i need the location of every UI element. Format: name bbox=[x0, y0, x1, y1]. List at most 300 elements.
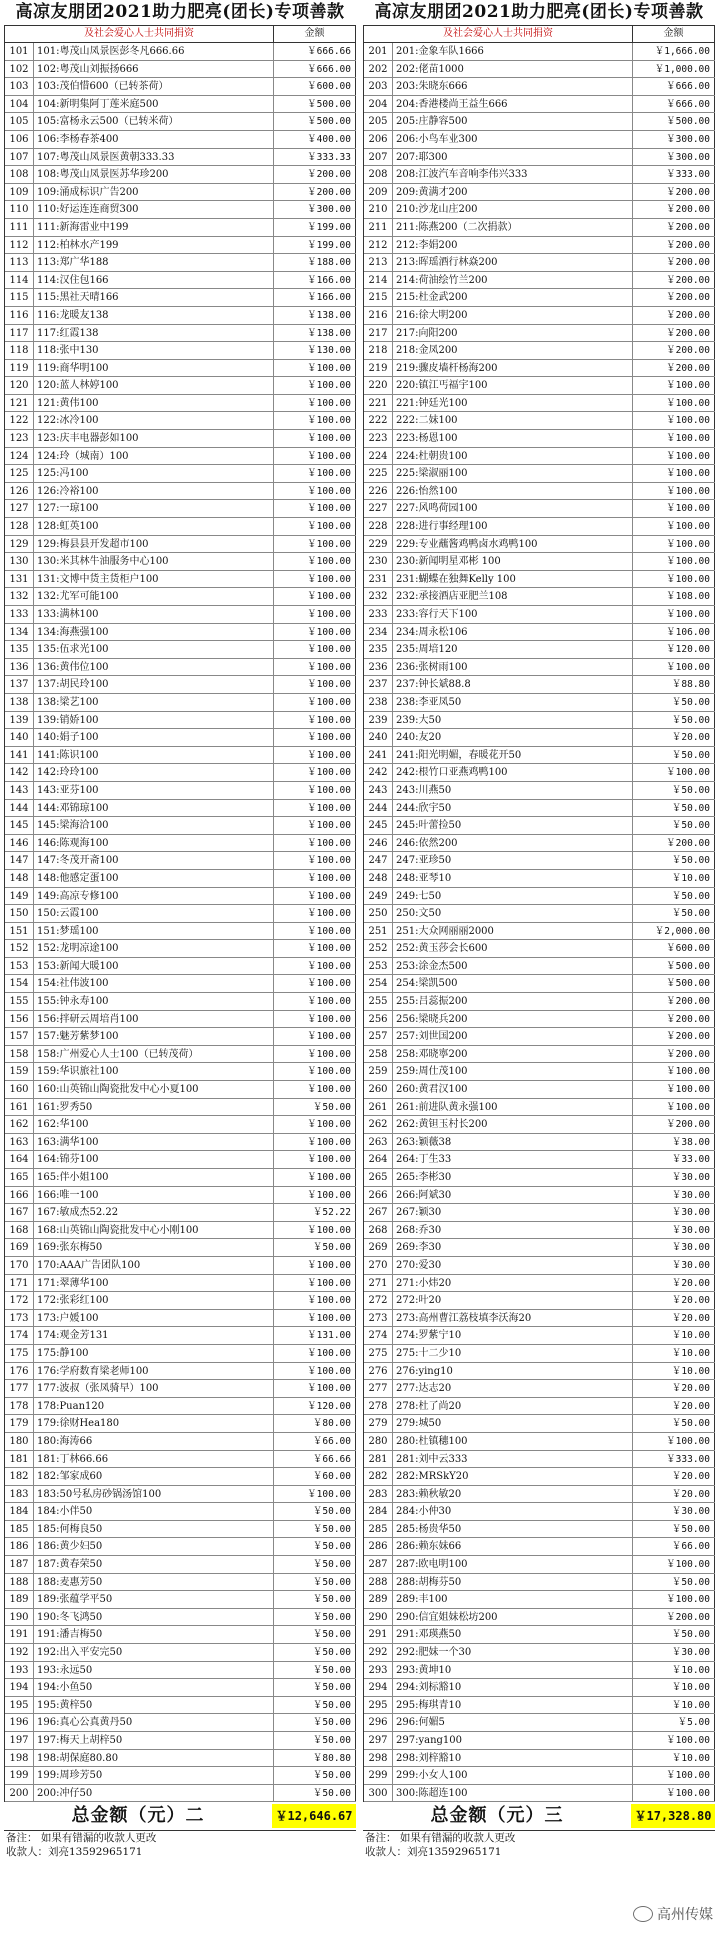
table-row bbox=[364, 307, 715, 325]
table-row bbox=[364, 1433, 715, 1451]
table-row bbox=[364, 1626, 715, 1644]
row-number: 161 bbox=[5, 1099, 34, 1116]
table-row bbox=[364, 184, 715, 202]
donor-name: 235:周培120 bbox=[393, 641, 633, 658]
donor-name: 249:七50 bbox=[393, 888, 633, 905]
table-row bbox=[5, 606, 356, 624]
table-row bbox=[364, 1415, 715, 1433]
row-number: 135 bbox=[5, 641, 34, 658]
row-number: 183 bbox=[5, 1486, 34, 1503]
donor-name: 283:赖秋敏20 bbox=[393, 1486, 633, 1503]
row-number: 133 bbox=[5, 606, 34, 623]
donation-amount: ￥100.00 bbox=[274, 764, 356, 781]
table-row bbox=[364, 1538, 715, 1556]
donation-amount: ￥100.00 bbox=[633, 500, 715, 517]
table-row bbox=[364, 360, 715, 378]
donor-name: 262:黄钽玉村长200 bbox=[393, 1116, 633, 1133]
table-row bbox=[5, 1750, 356, 1768]
table-row bbox=[364, 131, 715, 149]
donor-name: 294:刘标豁10 bbox=[393, 1679, 633, 1696]
donor-name: 153:新闻大暖100 bbox=[34, 958, 274, 975]
donation-amount: ￥100.00 bbox=[274, 536, 356, 553]
row-number: 121 bbox=[5, 395, 34, 412]
table-row bbox=[364, 483, 715, 501]
table-row bbox=[5, 1662, 356, 1680]
table-row bbox=[5, 201, 356, 219]
row-number: 169 bbox=[5, 1239, 34, 1256]
table-row bbox=[364, 1767, 715, 1785]
table-row bbox=[5, 1609, 356, 1627]
donation-amount: ￥52.22 bbox=[274, 1204, 356, 1221]
donor-name: 240:友20 bbox=[393, 729, 633, 746]
donor-name: 258:邓晓寧200 bbox=[393, 1046, 633, 1063]
donor-name: 156:拌研云周培肖100 bbox=[34, 1011, 274, 1028]
left-subhead-amount: 金额 bbox=[274, 26, 356, 42]
table-row bbox=[5, 1011, 356, 1029]
donor-name: 271:小炜20 bbox=[393, 1275, 633, 1292]
table-row bbox=[364, 729, 715, 747]
table-row bbox=[5, 1363, 356, 1381]
row-number: 281 bbox=[364, 1451, 393, 1468]
right-total-value: ￥17,328.80 bbox=[631, 1804, 715, 1828]
donor-name: 255:吕蕊振200 bbox=[393, 993, 633, 1010]
table-row bbox=[364, 1028, 715, 1046]
table-row bbox=[5, 377, 356, 395]
donation-amount: ￥30.00 bbox=[633, 1257, 715, 1274]
table-row bbox=[5, 1521, 356, 1539]
row-number: 209 bbox=[364, 184, 393, 201]
table-row bbox=[5, 1257, 356, 1275]
table-row bbox=[5, 888, 356, 906]
row-number: 171 bbox=[5, 1275, 34, 1292]
donation-amount: ￥100.00 bbox=[274, 888, 356, 905]
row-number: 287 bbox=[364, 1556, 393, 1573]
table-row bbox=[364, 747, 715, 765]
donor-name: 180:海涛66 bbox=[34, 1433, 274, 1450]
donation-amount: ￥50.00 bbox=[274, 1556, 356, 1573]
donor-name: 265:李彬30 bbox=[393, 1169, 633, 1186]
table-row bbox=[364, 782, 715, 800]
donor-name: 187:黄春荣50 bbox=[34, 1556, 274, 1573]
row-number: 293 bbox=[364, 1662, 393, 1679]
donation-amount: ￥100.00 bbox=[274, 1345, 356, 1362]
donor-name: 252:黄玉莎会长600 bbox=[393, 940, 633, 957]
row-number: 248 bbox=[364, 870, 393, 887]
donation-amount: ￥100.00 bbox=[274, 1380, 356, 1397]
table-row bbox=[5, 852, 356, 870]
donation-amount: ￥20.00 bbox=[633, 1292, 715, 1309]
donor-name: 174:观金芳131 bbox=[34, 1327, 274, 1344]
donor-name: 125:冯100 bbox=[34, 465, 274, 482]
table-row bbox=[5, 676, 356, 694]
donor-name: 148:他感定蛋100 bbox=[34, 870, 274, 887]
table-row bbox=[5, 1327, 356, 1345]
donation-amount: ￥100.00 bbox=[633, 1785, 715, 1802]
donor-name: 190:冬飞鸿50 bbox=[34, 1609, 274, 1626]
row-number: 193 bbox=[5, 1662, 34, 1679]
table-row bbox=[5, 1151, 356, 1169]
donation-amount: ￥100.00 bbox=[274, 465, 356, 482]
donor-name: 267:颖30 bbox=[393, 1204, 633, 1221]
donation-amount: ￥100.00 bbox=[274, 1257, 356, 1274]
table-row bbox=[5, 1538, 356, 1556]
donation-amount: ￥66.00 bbox=[633, 1538, 715, 1555]
donor-name: 203:朱晓东666 bbox=[393, 78, 633, 95]
table-row bbox=[5, 1644, 356, 1662]
row-number: 151 bbox=[5, 923, 34, 940]
donation-amount: ￥30.00 bbox=[633, 1222, 715, 1239]
table-row bbox=[364, 1257, 715, 1275]
donor-name: 236:张树雨100 bbox=[393, 659, 633, 676]
row-number: 178 bbox=[5, 1398, 34, 1415]
donor-name: 282:MRSkY20 bbox=[393, 1468, 633, 1485]
row-number: 152 bbox=[5, 940, 34, 957]
table-row bbox=[364, 1644, 715, 1662]
row-number: 176 bbox=[5, 1363, 34, 1380]
row-number: 198 bbox=[5, 1750, 34, 1767]
row-number: 168 bbox=[5, 1222, 34, 1239]
row-number: 162 bbox=[5, 1116, 34, 1133]
donor-name: 237:钟长斌88.8 bbox=[393, 676, 633, 693]
donor-name: 222:二妹100 bbox=[393, 412, 633, 429]
donor-name: 216:徐大明200 bbox=[393, 307, 633, 324]
donor-name: 120:蓝人林婷100 bbox=[34, 377, 274, 394]
row-number: 213 bbox=[364, 254, 393, 271]
table-row bbox=[5, 1063, 356, 1081]
donor-name: 167:敏成杰52.22 bbox=[34, 1204, 274, 1221]
table-row bbox=[5, 307, 356, 325]
donor-name: 183:50号私房砂锅汤馆100 bbox=[34, 1486, 274, 1503]
donation-amount: ￥200.00 bbox=[633, 184, 715, 201]
donor-name: 151:梦瑶100 bbox=[34, 923, 274, 940]
row-number: 229 bbox=[364, 536, 393, 553]
table-row bbox=[5, 1697, 356, 1715]
table-row bbox=[5, 237, 356, 255]
table-row bbox=[5, 536, 356, 554]
donation-amount: ￥200.00 bbox=[633, 289, 715, 306]
donor-name: 256:梁晓兵200 bbox=[393, 1011, 633, 1028]
donation-amount: ￥50.00 bbox=[274, 1679, 356, 1696]
table-row bbox=[364, 500, 715, 518]
table-row bbox=[5, 624, 356, 642]
donor-name: 164:锦芬100 bbox=[34, 1151, 274, 1168]
row-number: 242 bbox=[364, 764, 393, 781]
table-row bbox=[364, 325, 715, 343]
donor-name: 205:庄静容500 bbox=[393, 113, 633, 130]
table-row bbox=[5, 166, 356, 184]
donation-amount: ￥100.00 bbox=[274, 1134, 356, 1151]
table-row bbox=[364, 958, 715, 976]
table-row bbox=[5, 800, 356, 818]
row-number: 129 bbox=[5, 536, 34, 553]
row-number: 181 bbox=[5, 1451, 34, 1468]
table-row bbox=[364, 1486, 715, 1504]
donor-name: 188:麦惠芳50 bbox=[34, 1574, 274, 1591]
table-row bbox=[5, 1398, 356, 1416]
table-row bbox=[5, 1134, 356, 1152]
donation-amount: ￥100.00 bbox=[274, 641, 356, 658]
table-row bbox=[5, 817, 356, 835]
donor-name: 233:容行天下100 bbox=[393, 606, 633, 623]
row-number: 153 bbox=[5, 958, 34, 975]
donor-name: 123:庆丰电器彭如100 bbox=[34, 430, 274, 447]
row-number: 237 bbox=[364, 676, 393, 693]
table-row bbox=[5, 430, 356, 448]
donation-amount: ￥500.00 bbox=[633, 113, 715, 130]
donor-name: 200:冲仔50 bbox=[34, 1785, 274, 1802]
table-row bbox=[5, 712, 356, 730]
row-number: 117 bbox=[5, 325, 34, 342]
donation-amount: ￥100.00 bbox=[274, 1011, 356, 1028]
donation-amount: ￥100.00 bbox=[274, 747, 356, 764]
row-number: 189 bbox=[5, 1591, 34, 1608]
left-title: 高凉友朋团2021助力肥亮(团长)专项善款 bbox=[15, 2, 345, 22]
table-row bbox=[364, 1609, 715, 1627]
donation-amount: ￥50.00 bbox=[274, 1239, 356, 1256]
table-row bbox=[364, 78, 715, 96]
table-row bbox=[364, 800, 715, 818]
donation-amount: ￥50.00 bbox=[274, 1538, 356, 1555]
table-row bbox=[364, 1099, 715, 1117]
row-number: 149 bbox=[5, 888, 34, 905]
row-number: 240 bbox=[364, 729, 393, 746]
donor-name: 268:乔30 bbox=[393, 1222, 633, 1239]
left-total-label: 总金额（元）二 bbox=[71, 1805, 205, 1827]
donation-amount: ￥100.00 bbox=[274, 624, 356, 641]
row-number: 253 bbox=[364, 958, 393, 975]
table-row bbox=[364, 1187, 715, 1205]
donor-name: 219:骤皮墙杆杨海200 bbox=[393, 360, 633, 377]
donation-amount: ￥30.00 bbox=[633, 1169, 715, 1186]
donor-name: 189:张蕴学平50 bbox=[34, 1591, 274, 1608]
donation-amount: ￥333.33 bbox=[274, 149, 356, 166]
row-number: 110 bbox=[5, 201, 34, 218]
row-number: 144 bbox=[5, 800, 34, 817]
table-row bbox=[364, 1204, 715, 1222]
table-row bbox=[5, 395, 356, 413]
row-number: 256 bbox=[364, 1011, 393, 1028]
right-note-line1: 备注： 如果有错漏的收款人更改 bbox=[365, 1832, 516, 1845]
table-row bbox=[5, 870, 356, 888]
table-row bbox=[364, 1785, 715, 1803]
row-number: 180 bbox=[5, 1433, 34, 1450]
row-number: 165 bbox=[5, 1169, 34, 1186]
table-row bbox=[5, 1468, 356, 1486]
row-number: 160 bbox=[5, 1081, 34, 1098]
row-number: 225 bbox=[364, 465, 393, 482]
donation-amount: ￥100.00 bbox=[274, 1187, 356, 1204]
donor-name: 242:根竹口亚燕鸡鸭100 bbox=[393, 764, 633, 781]
row-number: 269 bbox=[364, 1239, 393, 1256]
table-row bbox=[364, 201, 715, 219]
donation-amount: ￥100.00 bbox=[633, 395, 715, 412]
donation-amount: ￥500.00 bbox=[633, 958, 715, 975]
donation-amount: ￥100.00 bbox=[633, 571, 715, 588]
donor-name: 244:欣宇50 bbox=[393, 800, 633, 817]
table-row bbox=[5, 975, 356, 993]
donor-name: 234:周永松106 bbox=[393, 624, 633, 641]
donation-amount: ￥200.00 bbox=[633, 835, 715, 852]
donor-name: 208:江波汽车音响李伟兴333 bbox=[393, 166, 633, 183]
donor-name: 260:黄君汉100 bbox=[393, 1081, 633, 1098]
row-number: 184 bbox=[5, 1503, 34, 1520]
row-number: 280 bbox=[364, 1433, 393, 1450]
table-row bbox=[5, 342, 356, 360]
row-number: 206 bbox=[364, 131, 393, 148]
table-row bbox=[364, 571, 715, 589]
table-row bbox=[5, 958, 356, 976]
table-row bbox=[364, 993, 715, 1011]
donation-amount: ￥300.00 bbox=[633, 149, 715, 166]
row-number: 271 bbox=[364, 1275, 393, 1292]
donor-name: 144:邓锦琼100 bbox=[34, 800, 274, 817]
row-number: 108 bbox=[5, 166, 34, 183]
donation-amount: ￥50.00 bbox=[274, 1099, 356, 1116]
donation-amount: ￥66.66 bbox=[274, 1451, 356, 1468]
donation-amount: ￥50.00 bbox=[274, 1521, 356, 1538]
row-number: 139 bbox=[5, 712, 34, 729]
donor-name: 140:娟子100 bbox=[34, 729, 274, 746]
donor-name: 122:冰冷100 bbox=[34, 412, 274, 429]
table-row bbox=[5, 553, 356, 571]
donor-name: 289:丰100 bbox=[393, 1591, 633, 1608]
donation-amount: ￥400.00 bbox=[274, 131, 356, 148]
donor-name: 220:镇江丐福宇100 bbox=[393, 377, 633, 394]
row-number: 170 bbox=[5, 1257, 34, 1274]
right-subhead bbox=[363, 25, 715, 43]
row-number: 203 bbox=[364, 78, 393, 95]
donor-name: 285:杨贵华50 bbox=[393, 1521, 633, 1538]
table-row bbox=[364, 1521, 715, 1539]
donor-name: 238:李亚凤50 bbox=[393, 694, 633, 711]
row-number: 254 bbox=[364, 975, 393, 992]
donation-amount: ￥130.00 bbox=[274, 342, 356, 359]
row-number: 187 bbox=[5, 1556, 34, 1573]
donor-name: 179:徐财Hea180 bbox=[34, 1415, 274, 1432]
donor-name: 230:新闻明星邓彬 100 bbox=[393, 553, 633, 570]
table-row bbox=[5, 131, 356, 149]
table-row bbox=[364, 641, 715, 659]
donor-name: 152:龙明凉途100 bbox=[34, 940, 274, 957]
donor-name: 129:梅县县开发超市100 bbox=[34, 536, 274, 553]
donor-name: 159:华识旅社100 bbox=[34, 1063, 274, 1080]
table-row bbox=[364, 166, 715, 184]
table-row bbox=[364, 1292, 715, 1310]
donor-name: 197:梅天上胡梓50 bbox=[34, 1732, 274, 1749]
table-row bbox=[5, 729, 356, 747]
donation-amount: ￥10.00 bbox=[633, 1662, 715, 1679]
donor-name: 196:真心公真黄丹50 bbox=[34, 1714, 274, 1731]
donor-name: 272:叶20 bbox=[393, 1292, 633, 1309]
table-row bbox=[364, 694, 715, 712]
donor-name: 250:文50 bbox=[393, 905, 633, 922]
donor-name: 184:小伴50 bbox=[34, 1503, 274, 1520]
donor-name: 105:富杨永云500（已转米荷） bbox=[34, 113, 274, 130]
table-row bbox=[5, 78, 356, 96]
donation-amount: ￥50.00 bbox=[633, 888, 715, 905]
row-number: 292 bbox=[364, 1644, 393, 1661]
donation-amount: ￥100.00 bbox=[274, 360, 356, 377]
row-number: 185 bbox=[5, 1521, 34, 1538]
row-number: 186 bbox=[5, 1538, 34, 1555]
donation-amount: ￥50.00 bbox=[274, 1732, 356, 1749]
donation-amount: ￥166.00 bbox=[274, 272, 356, 289]
donation-amount: ￥100.00 bbox=[274, 1222, 356, 1239]
donation-amount: ￥50.00 bbox=[633, 712, 715, 729]
donation-amount: ￥30.00 bbox=[633, 1644, 715, 1661]
donation-amount: ￥100.00 bbox=[633, 1767, 715, 1784]
donation-amount: ￥10.00 bbox=[633, 1750, 715, 1767]
row-number: 101 bbox=[5, 43, 34, 60]
table-row bbox=[364, 852, 715, 870]
table-row bbox=[5, 1767, 356, 1785]
table-row bbox=[5, 1626, 356, 1644]
donor-name: 182:邹家成60 bbox=[34, 1468, 274, 1485]
donation-amount: ￥200.00 bbox=[633, 1116, 715, 1133]
donor-name: 223:杨恩100 bbox=[393, 430, 633, 447]
donation-amount: ￥10.00 bbox=[633, 1327, 715, 1344]
table-row bbox=[364, 377, 715, 395]
donation-amount: ￥100.00 bbox=[274, 1028, 356, 1045]
donation-amount: ￥100.00 bbox=[633, 377, 715, 394]
row-number: 244 bbox=[364, 800, 393, 817]
table-row bbox=[5, 835, 356, 853]
donor-name: 154:社伟波100 bbox=[34, 975, 274, 992]
donation-amount: ￥100.00 bbox=[274, 729, 356, 746]
donor-name: 201:金象车队1666 bbox=[393, 43, 633, 60]
donation-amount: ￥166.00 bbox=[274, 289, 356, 306]
donation-amount: ￥600.00 bbox=[633, 940, 715, 957]
row-number: 136 bbox=[5, 659, 34, 676]
donor-name: 224:杜朝贵100 bbox=[393, 448, 633, 465]
donation-amount: ￥50.00 bbox=[633, 800, 715, 817]
row-number: 164 bbox=[5, 1151, 34, 1168]
donation-amount: ￥50.00 bbox=[274, 1714, 356, 1731]
donor-name: 155:钟永寿100 bbox=[34, 993, 274, 1010]
row-number: 259 bbox=[364, 1063, 393, 1080]
table-row bbox=[364, 1732, 715, 1750]
row-number: 120 bbox=[5, 377, 34, 394]
row-number: 177 bbox=[5, 1380, 34, 1397]
row-number: 291 bbox=[364, 1626, 393, 1643]
row-number: 266 bbox=[364, 1187, 393, 1204]
table-row bbox=[364, 412, 715, 430]
donation-amount: ￥100.00 bbox=[274, 518, 356, 535]
table-row bbox=[5, 61, 356, 79]
donation-amount: ￥1,666.00 bbox=[633, 43, 715, 60]
donor-name: 251:大众网丽丽2000 bbox=[393, 923, 633, 940]
donor-name: 113:郑广华188 bbox=[34, 254, 274, 271]
wechat-icon bbox=[633, 1906, 653, 1922]
table-row bbox=[364, 1679, 715, 1697]
table-row bbox=[364, 219, 715, 237]
table-row bbox=[5, 289, 356, 307]
donation-amount: ￥100.00 bbox=[633, 659, 715, 676]
donor-name: 109:涌成标识广告200 bbox=[34, 184, 274, 201]
donation-amount: ￥108.00 bbox=[633, 588, 715, 605]
table-row bbox=[364, 606, 715, 624]
right-total bbox=[363, 1802, 715, 1831]
table-row bbox=[5, 96, 356, 114]
donor-name: 261:前进队黄永强100 bbox=[393, 1099, 633, 1116]
donation-amount: ￥100.00 bbox=[633, 1099, 715, 1116]
row-number: 261 bbox=[364, 1099, 393, 1116]
donation-amount: ￥20.00 bbox=[633, 1468, 715, 1485]
donor-name: 145:梁海洽100 bbox=[34, 817, 274, 834]
row-number: 220 bbox=[364, 377, 393, 394]
donation-amount: ￥10.00 bbox=[633, 1345, 715, 1362]
table-row bbox=[5, 571, 356, 589]
